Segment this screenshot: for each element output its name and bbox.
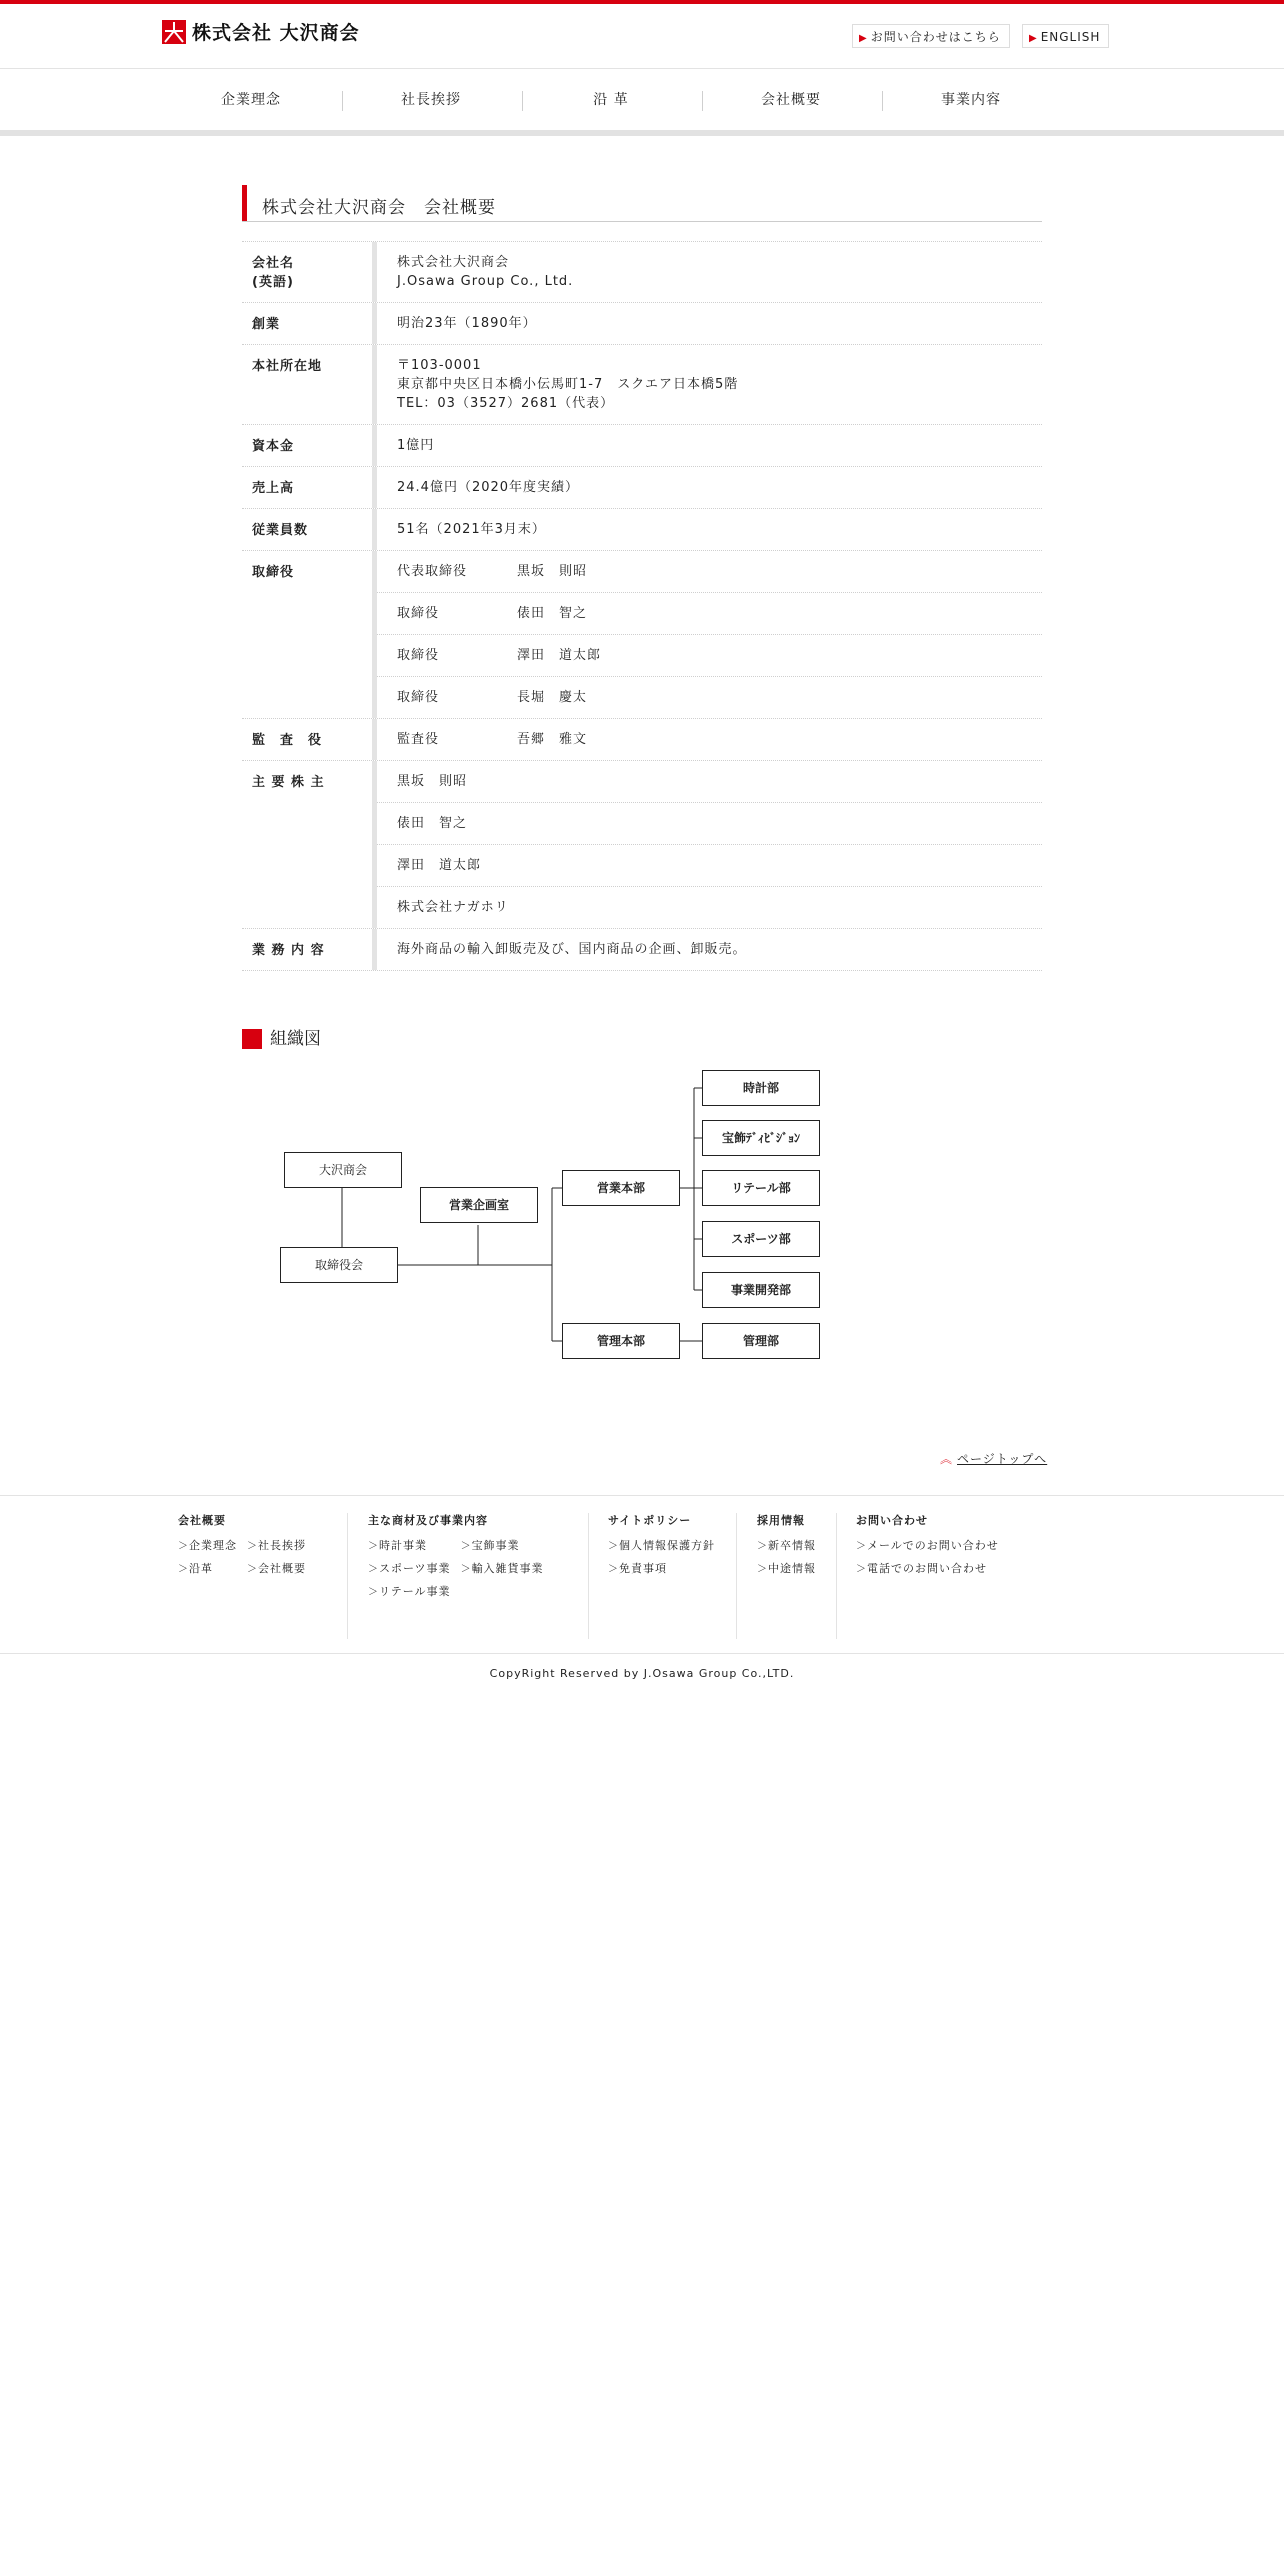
row-label: 会社名 (英語) <box>242 242 377 302</box>
shareholder-entry: 黒坂 則昭 <box>397 774 468 789</box>
footer-link[interactable]: ＞ 沿革 <box>178 1559 237 1579</box>
title-accent-bar <box>242 185 247 221</box>
double-chevron-up-icon: ︽ <box>940 1452 954 1466</box>
row-label: 従業員数 <box>242 509 377 550</box>
director-entry: 取締役 長堀 慶太 <box>377 676 1042 718</box>
nav-item-overview[interactable]: 会社概要 <box>761 92 821 108</box>
footer-link[interactable]: ＞ 新卒情報 <box>757 1536 816 1556</box>
nav-item-philosophy[interactable]: 企業理念 <box>221 92 281 108</box>
triangle-right-icon: ▶ <box>859 33 868 44</box>
table-row <box>242 241 1042 302</box>
footer-link[interactable]: ＞ 企業理念 <box>178 1536 237 1556</box>
table-row <box>242 760 1042 928</box>
footer-heading: 会社概要 <box>178 1514 226 1527</box>
org-node-jewelry: 宝飾ﾃﾞｨﾋﾞｼﾞｮﾝ <box>702 1120 820 1156</box>
footer-heading: お問い合わせ <box>856 1514 928 1527</box>
org-node-admin-hq: 管理本部 <box>562 1323 680 1359</box>
site-header <box>0 4 1284 68</box>
triangle-right-icon: ▶ <box>1029 33 1038 44</box>
director-entry: 取締役 俵田 智之 <box>377 592 1042 634</box>
table-row <box>242 928 1042 971</box>
footer-col-products <box>368 1512 544 1602</box>
footer-link[interactable]: ＞ 会社概要 <box>247 1559 306 1579</box>
site-logo[interactable] <box>162 18 360 45</box>
company-overview-table <box>242 241 1042 971</box>
row-label: 本社所在地 <box>242 345 377 424</box>
row-label: 売上高 <box>242 467 377 508</box>
org-node-watch: 時計部 <box>702 1070 820 1106</box>
logo-text: 株式会社 大沢商会 <box>192 22 360 44</box>
footer-heading: 採用情報 <box>757 1514 805 1527</box>
row-value: 明治23年（1890年） <box>397 316 537 331</box>
org-node-retail: リテール部 <box>702 1170 820 1206</box>
footer-divider <box>347 1513 348 1639</box>
table-row <box>242 508 1042 550</box>
row-value: 24.4億円（2020年度実績） <box>397 480 580 495</box>
row-label: 主 要 株 主 <box>242 761 377 928</box>
table-row <box>242 344 1042 424</box>
nav-item-business[interactable]: 事業内容 <box>941 92 1001 108</box>
nav-item-history[interactable]: 沿 革 <box>593 92 629 108</box>
org-chart <box>242 1060 842 1370</box>
footer-link[interactable]: ＞ 社長挨拶 <box>247 1536 306 1556</box>
shareholder-entry: 株式会社ナガホリ <box>377 886 1042 928</box>
footer-col-recruit <box>757 1512 816 1579</box>
org-node-board: 取締役会 <box>280 1247 398 1283</box>
org-chart-title: 組織図 <box>270 1029 321 1049</box>
contact-button[interactable] <box>852 24 1010 48</box>
footer-col-policy <box>608 1512 715 1579</box>
footer-link[interactable]: ＞ 輸入雑貨事業 <box>461 1559 544 1579</box>
footer-link[interactable]: ＞ 宝飾事業 <box>461 1536 544 1556</box>
row-label: 資本金 <box>242 425 377 466</box>
page-top-link[interactable] <box>940 1450 1047 1467</box>
footer-link[interactable]: ＞ 電話でのお問い合わせ <box>856 1559 999 1579</box>
footer-heading: サイトポリシー <box>608 1514 692 1527</box>
footer-link[interactable]: ＞ 免責事項 <box>608 1559 715 1579</box>
row-value: 51名（2021年3月末） <box>397 522 546 537</box>
row-value: 株式会社大沢商会 J.Osawa Group Co., Ltd. <box>397 255 574 289</box>
director-entry: 取締役 澤田 道太郎 <box>377 634 1042 676</box>
auditor-entry: 監査役 吾郷 雅文 <box>397 732 588 747</box>
footer-heading: 主な商材及び事業内容 <box>368 1514 488 1527</box>
page-title-text: 株式会社大沢商会 会社概要 <box>262 198 496 218</box>
logo-mark-icon <box>162 20 186 44</box>
org-node-sales-hq: 営業本部 <box>562 1170 680 1206</box>
footer-link[interactable]: ＞ 中途情報 <box>757 1559 816 1579</box>
english-label: ENGLISH <box>1040 30 1101 44</box>
nav-shadow <box>0 130 1284 136</box>
global-nav <box>0 68 1284 132</box>
org-node-sports: スポーツ部 <box>702 1221 820 1257</box>
row-label: 監 査 役 <box>242 719 377 760</box>
page-top-label: ページトップへ <box>957 1452 1048 1466</box>
row-label: 業 務 内 容 <box>242 929 377 970</box>
row-label: 創業 <box>242 303 377 344</box>
table-row <box>242 424 1042 466</box>
page-title <box>242 185 1042 222</box>
contact-label: お問い合わせはこちら <box>870 30 1001 44</box>
site-footer <box>0 1495 1284 1654</box>
footer-divider <box>588 1513 589 1639</box>
nav-item-greeting[interactable]: 社長挨拶 <box>401 92 461 108</box>
table-row <box>242 550 1042 718</box>
footer-col-contact <box>856 1512 999 1579</box>
footer-divider <box>836 1513 837 1639</box>
org-node-planning: 営業企画室 <box>420 1187 538 1223</box>
row-label: 取締役 <box>242 551 377 718</box>
row-value: 〒103-0001 東京都中央区日本橋小伝馬町1-7 スクエア日本橋5階 TEL：03（3527）2681（代表） <box>397 358 739 411</box>
footer-col-company <box>178 1512 306 1579</box>
copyright: CopyRight Reserved by J.Osawa Group Co.,LTD. <box>489 1667 795 1680</box>
director-entry: 代表取締役 黒坂 則昭 <box>397 564 588 579</box>
heading-square-icon <box>242 1029 262 1049</box>
org-node-bizdev: 事業開発部 <box>702 1272 820 1308</box>
footer-link[interactable]: ＞ リテール事業 <box>368 1582 451 1602</box>
row-value: 海外商品の輸入卸販売及び、国内商品の企画、卸販売。 <box>397 942 747 957</box>
footer-divider <box>736 1513 737 1639</box>
table-row <box>242 718 1042 760</box>
table-row <box>242 466 1042 508</box>
row-value: 1億円 <box>397 438 435 453</box>
shareholder-entry: 澤田 道太郎 <box>377 844 1042 886</box>
english-button[interactable] <box>1022 24 1109 48</box>
org-node-admin: 管理部 <box>702 1323 820 1359</box>
table-row <box>242 302 1042 344</box>
org-node-osawa: 大沢商会 <box>284 1152 402 1188</box>
shareholder-entry: 俵田 智之 <box>377 802 1042 844</box>
footer-link[interactable]: ＞ メールでのお問い合わせ <box>856 1536 999 1556</box>
footer-link[interactable]: ＞ 個人情報保護方針 <box>608 1536 715 1556</box>
footer-link[interactable]: ＞ 時計事業 <box>368 1536 451 1556</box>
footer-link[interactable]: ＞ スポーツ事業 <box>368 1559 451 1579</box>
